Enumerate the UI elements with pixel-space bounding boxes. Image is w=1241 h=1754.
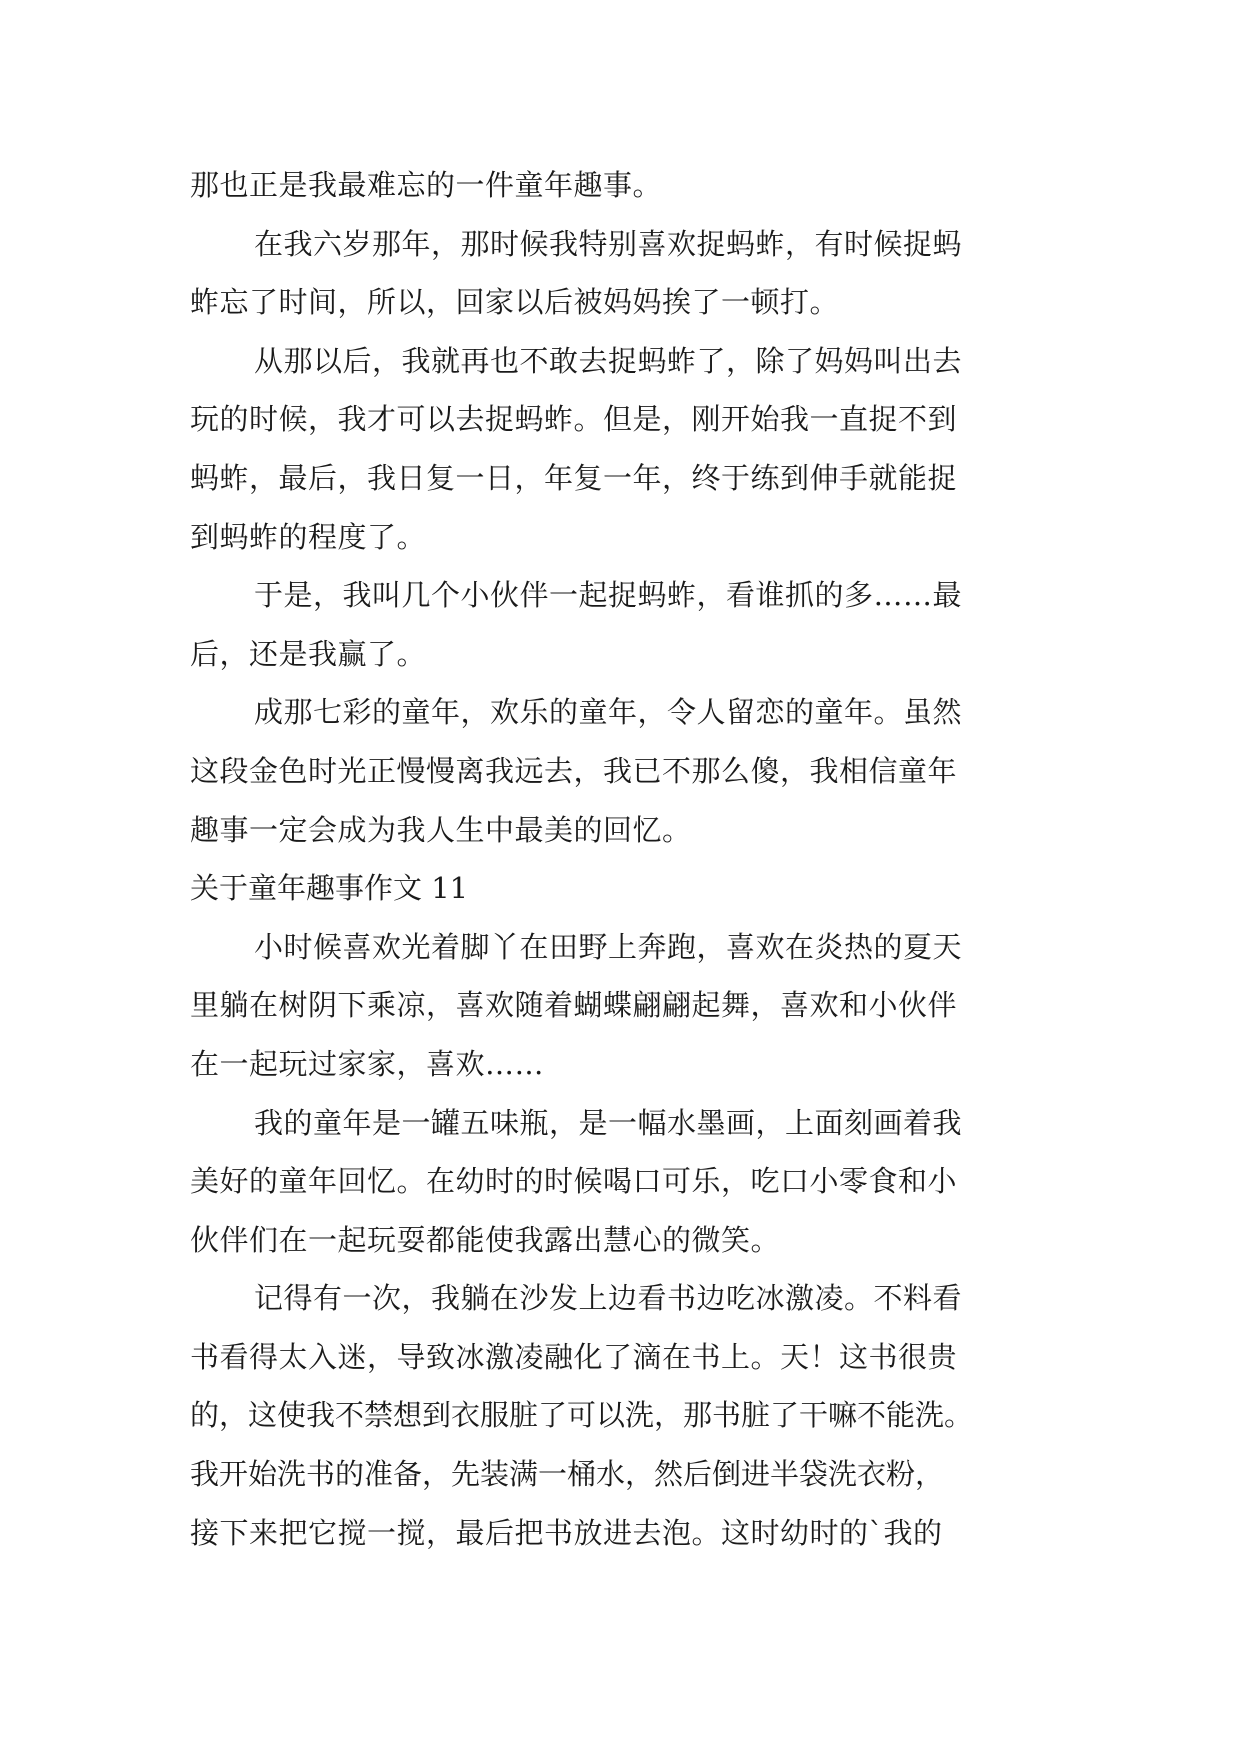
- text-line: 小时候喜欢光着脚丫在田野上奔跑，喜欢在炎热的夏天: [254, 929, 963, 964]
- text-line: 记得有一次，我躺在沙发上边看书边吃冰激凌。不料看: [254, 1281, 963, 1316]
- text-line: 书看得太入迷，导致冰激凌融化了滴在书上。天！这书很贵: [190, 1339, 958, 1374]
- text-line: 玩的时候，我才可以去捉蚂蚱。但是，刚开始我一直捉不到: [190, 402, 958, 437]
- text-line: 接下来把它搅一搅，最后把书放进去泡。这时幼时的`我的: [190, 1515, 943, 1550]
- text-line: 里躺在树阴下乘凉，喜欢随着蝴蝶翩翩起舞，喜欢和小伙伴: [190, 988, 958, 1023]
- text-line: 在一起玩过家家，喜欢……: [190, 1046, 545, 1081]
- text-line: 这段金色时光正慢慢离我远去，我已不那么傻，我相信童年: [190, 753, 958, 788]
- text-line: 成那七彩的童年，欢乐的童年，令人留恋的童年。虽然: [254, 695, 963, 730]
- section-heading: 关于童年趣事作文 11: [190, 871, 469, 906]
- text-line: 伙伴们在一起玩耍都能使我露出慧心的微笑。: [190, 1222, 781, 1257]
- text-line: 蚂蚱，最后，我日复一日，年复一年，终于练到伸手就能捉: [190, 460, 958, 495]
- text-line: 美好的童年回忆。在幼时的时候喝口可乐，吃口小零食和小: [190, 1164, 958, 1199]
- text-line: 于是，我叫几个小伙伴一起捉蚂蚱，看谁抓的多……最: [254, 578, 963, 613]
- text-line: 那也正是我最难忘的一件童年趣事。: [190, 168, 663, 202]
- text-line: 的，这使我不禁想到衣服脏了可以洗，那书脏了干嘛不能洗。: [190, 1398, 974, 1433]
- text-line: 后，还是我赢了。: [190, 636, 427, 671]
- text-line: 在我六岁那年，那时候我特别喜欢捉蚂蚱，有时候捉蚂: [254, 226, 963, 261]
- text-line: 趣事一定会成为我人生中最美的回忆。: [190, 812, 692, 847]
- text-line: 蚱忘了时间，所以，回家以后被妈妈挨了一顿打。: [190, 285, 840, 320]
- text-line: 到蚂蚱的程度了。: [190, 519, 427, 554]
- text-line: 我的童年是一罐五味瓶，是一幅水墨画，上面刻画着我: [254, 1105, 963, 1140]
- document-body: [190, 156, 1050, 1562]
- text-line: 我开始洗书的准备，先装满一桶水，然后倒进半袋洗衣粉，: [190, 1457, 945, 1492]
- text-line: 从那以后，我就再也不敢去捉蚂蚱了，除了妈妈叫出去: [254, 343, 963, 378]
